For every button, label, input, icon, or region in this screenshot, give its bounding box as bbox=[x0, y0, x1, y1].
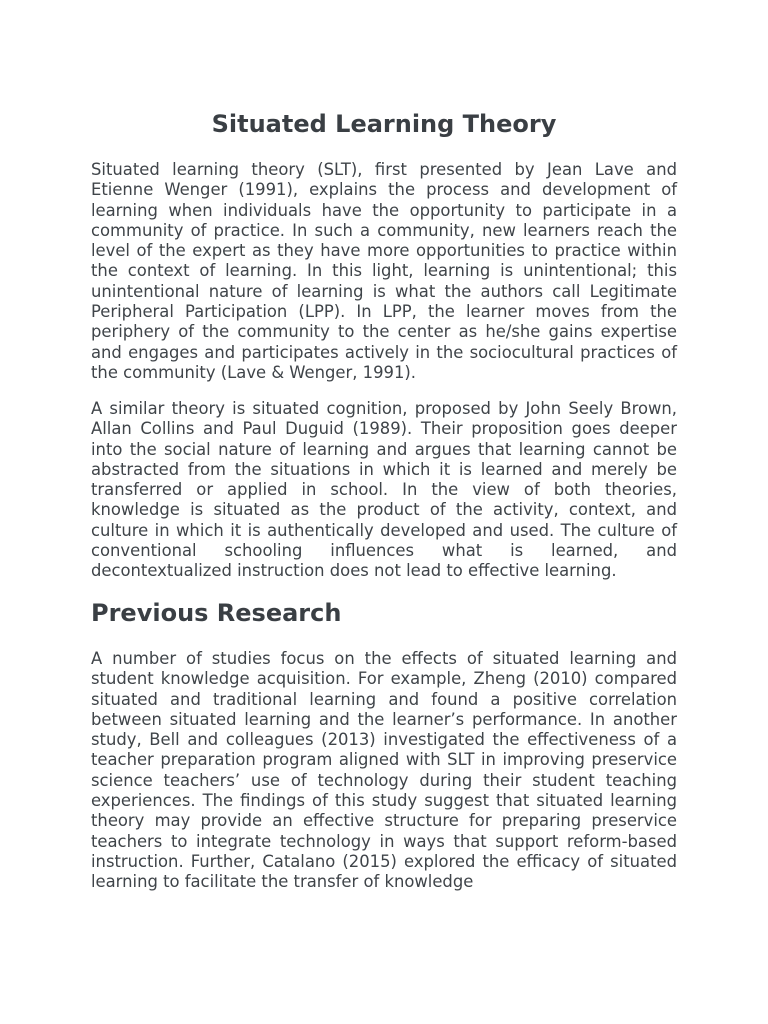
document-title: Situated Learning Theory bbox=[211, 110, 557, 138]
paragraph-slt-intro: Situated learning theory (SLT), first presented by Jean Lave and Etienne Wenger (1991), explains the process and development of learning when individuals have the opportunity to participate in a community of practice. In such a community, new learners reach the level of the expert as they have more opportunities to practice within the context of learning. In this light, learning is unintentional; this unintentional nature of learning is what the authors call Legitimate Peripheral Participation (LPP). In LPP, the learner moves from the periphery of the community to the center as he/she gains expertise and engages and participates actively in the sociocultural practices of the community (Lave & Wenger, 1991). bbox=[91, 160, 677, 382]
paragraph-situated-cognition: A similar theory is situated cognition, proposed by John Seely Brown, Allan Collins and Paul Duguid (1989). Their proposition goes deeper into the social nature of learning and argues that learning cannot be abstracted from the situations in which it is learned and merely be transferred or applied in school. In the view of both theories, knowledge is situated as the product of the activity, context, and culture in which it is authentically developed and used. The culture of conventional schooling influences what is learned, and decontextualized instruction does not lead to effective learning. bbox=[91, 399, 677, 581]
section-heading: Previous Research bbox=[91, 599, 342, 627]
paragraph-previous-research: A number of studies focus on the effects of situated learning and student knowledge acquisition. For example, Zheng (2010) compared situated and traditional learning and found a positive correlation between situated learning and the learner’s performance. In another study, Bell and colleagues (2013) investigated the effectiveness of a teacher preparation program aligned with SLT in improving preservice science teachers’ use of technology during their student teaching experiences. The findings of this study suggest that situated learning theory may provide an effective structure for preparing preservice teachers to integrate technology in ways that support reform-based instruction. Further, Catalano (2015) explored the efficacy of situated learning to facilitate the transfer of knowledge bbox=[91, 649, 677, 892]
